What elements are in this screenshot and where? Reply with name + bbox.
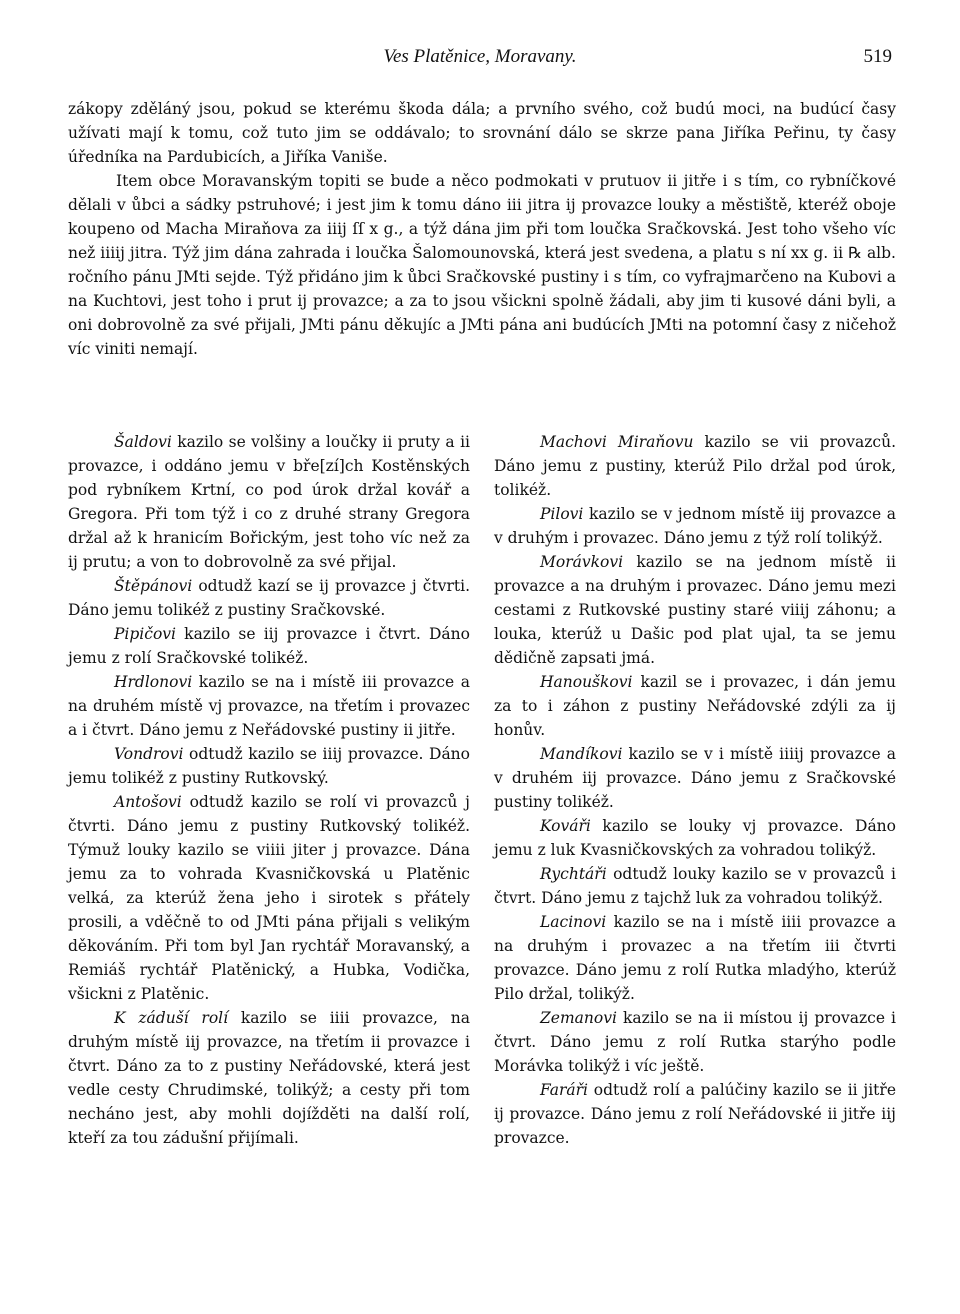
entry-name: Machovi Miraňovu — [540, 433, 694, 451]
entry — [494, 814, 896, 862]
entry-name: Mandíkovi — [540, 745, 623, 763]
entry — [494, 502, 896, 550]
entry-text: kazilo se iij provazce i čtvrt. Dáno jemu z rolí Sračkovské tolikéž. — [68, 625, 470, 667]
entry — [68, 670, 470, 742]
entry-name: Zemanovi — [540, 1009, 617, 1027]
entry — [494, 550, 896, 670]
entry — [494, 430, 896, 502]
entry-name: Antošovi — [114, 793, 182, 811]
entry-text: kazilo se v i místě iiiij provazce a v druhém iij provazce. Dáno jemu z Sračkovské pustiny tolikéž. — [494, 745, 896, 811]
entry — [494, 1078, 896, 1150]
intro-paragraph: Item obce Moravanským topiti se bude a něco podmokati v prutuov ii jitře i s tím, co rybníčkové dělali v ůbci a sádky pstruhové; i jest jim k tomu dáno iii jitra ij provazce louky a městiště, kteréž oboje koupeno od Macha Miraňova za iiij ſſ x g., a týž dána jim při tom loučka Sračkovská. Jest toho všeho víc než iiiij jitra. Týž jim dána zahrada i loučka Šalomounovská, která jest svedena, a platu s ní xx g. ii ℞ alb. ročního pánu JMti sejde. Týž přidáno jim k ůbci Sračkovské pustiny i s tím, co vyfrajmarčeno na Kubovi a na Kuchtovi, jest toho i prut ij provazce; a za to jsou všickni spolně žádali, aby jim ti kusové dáni byli, a oni dobrovolně za své přijali, JMti pánu děkujíc a JMti pána ani budúcích JMti na potomní časy z ničehož víc viniti nemají. — [68, 172, 896, 358]
entry-name: Pipičovi — [114, 625, 176, 643]
entry — [68, 1006, 470, 1150]
entry-name: Vondrovi — [114, 745, 184, 763]
entry-text: kazil se i provazec, i dán jemu za to i záhon z pustiny Neřádovské zdýli za ij honův. — [494, 673, 896, 739]
entry — [494, 910, 896, 1006]
entry-name: Pilovi — [540, 505, 584, 523]
entry-text: kazilo se na ii místou ij provazce i čtvrt. Dáno jemu z rolí Rutka starýho podle Morávka tolikýž i víc ještě. — [494, 1009, 896, 1075]
entry-name: Štěpánovi — [114, 577, 193, 595]
intro-text — [68, 97, 896, 361]
entry-text: kazilo se v jednom místě iij provazce a v druhým i provazec. Dáno jemu z týž rolí tolikýž. — [494, 505, 896, 547]
entry-name: Hrdlonovi — [114, 673, 193, 691]
entry-text: odtudž kazí se ij provazce j čtvrti. Dáno jemu tolikéž z pustiny Sračkovské. — [68, 577, 470, 619]
entry-text: kazilo se na jednom místě ii provazce a na druhým i provazec. Dáno jemu mezi cestami z Rutkovské pustiny staré viiij záhonu; a louka, kterúž u Dašic pod plat ujal, ta se jemu dědičně zapsati jmá. — [494, 553, 896, 667]
entry — [68, 574, 470, 622]
entry-text: kazilo se na i místě iii provazce a na druhém místě vj provazce, na třetím i provazec a i čtvrt. Dáno jemu z Neřádovské pustiny ii jitře. — [68, 673, 470, 739]
entry-name: K záduší rolí — [114, 1009, 229, 1027]
entry-text: kazilo se iiii provazce, na druhým místě iij provazce, na třetím ii provazce i čtvrt. Dáno za to z pustiny Neřádovské, která jest vedle cesty Chrudimské, tolikýž; a cesty při tom necháno jest, aby mohli dojížděti na další rolí, kteří za tou zádušní přijímali. — [68, 1009, 470, 1147]
entry-name: Lacinovi — [540, 913, 607, 931]
entry-text: kazilo se louky vj provazce. Dáno jemu z luk Kvasničkovských za vohradou tolikýž. — [494, 817, 896, 859]
entry-name: Hanouškovi — [540, 673, 633, 691]
left-column — [68, 430, 470, 1150]
entry-text: kazilo se vii provazců. Dáno jemu z pustiny, kterúž Pilo držal pod úrok, tolikéž. — [494, 433, 896, 499]
running-title: Ves Platěnice, Moravany. — [383, 46, 577, 67]
running-head — [0, 46, 960, 78]
entry-text: odtudž kazilo se iiij provazce. Dáno jemu tolikéž z pustiny Rutkovský. — [68, 745, 470, 787]
entry-text: odtudž kazilo se rolí vi provazců j čtvrti. Dáno jemu z pustiny Rutkovský tolikéž. Týmuž louky kazilo se viiii jiter j provazce. Dána jemu za to vohrada Kvasničkovská u Platěnic velká, za kterúž žena jeho i sirotek s přátely prosili, a vděčně to od JMti pána přijali s velikým děkováním. Při tom byl Jan rychtář Moravanský, a Remiáš rychtář Platěnický, a Hubka, Vodička, všickni z Platěnic. — [68, 793, 470, 1003]
entry-name: Morávkovi — [540, 553, 624, 571]
entry — [494, 670, 896, 742]
right-column — [494, 430, 896, 1150]
entry-text: odtudž louky kazilo se v provazců i čtvrt. Dáno jemu z tajchž luk za vohradou tolikýž. — [494, 865, 896, 907]
entry — [68, 622, 470, 670]
intro-paragraph: zákopy zděláný jsou, pokud se kterému škoda dála; a prvního svého, což budú moci, na budúcí časy užívati mají k tomu, což tuto jim se oddávalo; to srovnání dálo se skrze pana Jiříka Peřinu, ty časy úředníka na Pardubicích, a Jiříka Vaniše. — [68, 100, 896, 166]
entry-text: kazilo se volšiny a loučky ii pruty a ii provazce, i oddáno jemu v bře[zí]ch Kostěnských pod rybníkem Krtní, co pod úrok držal kovář a Gregora. Při tom týž i co z druhé strany Gregora držal až k hranicím Bořickým, jest toho víc než za ij prutu; a von to dobrovolně za své přijal. — [68, 433, 470, 571]
entry-text: kazilo se na i místě iiii provazce a na druhým i provazec a na třetím iii čtvrti provazce. Dáno jemu z rolí Rutka mladýho, kterúž Pilo držal, tolikýž. — [494, 913, 896, 1003]
entry-text: odtudž rolí a palúčiny kazilo se ii jitře ij provazce. Dáno jemu z rolí Neřádovské ii jitře iij provazce. — [494, 1081, 896, 1147]
entry — [68, 430, 470, 574]
entry-name: Rychtáři — [540, 865, 607, 883]
entry — [494, 1006, 896, 1078]
entry — [494, 862, 896, 910]
entry — [68, 790, 470, 1006]
entry-name: Faráři — [540, 1081, 588, 1099]
entry — [494, 742, 896, 814]
entry — [68, 742, 470, 790]
entry-name: Šaldovi — [114, 433, 172, 451]
page-number: 519 — [863, 46, 892, 67]
entry-name: Kováři — [540, 817, 591, 835]
